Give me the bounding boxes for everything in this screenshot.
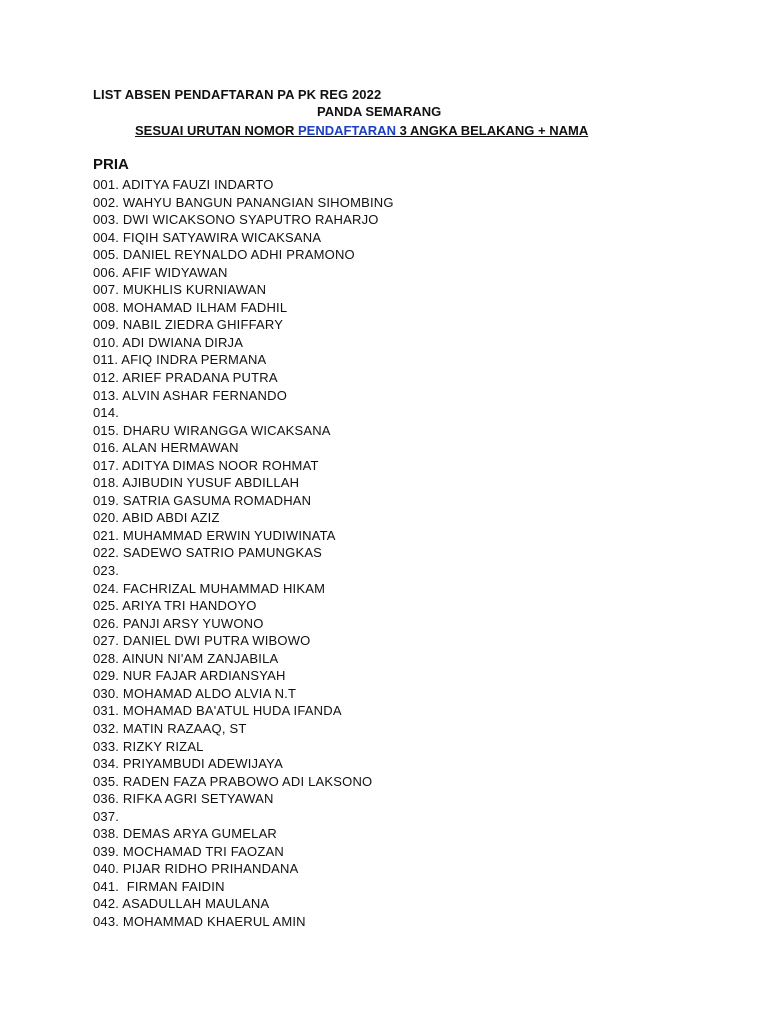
list-item: 035. RADEN FAZA PRABOWO ADI LAKSONO	[93, 773, 373, 789]
list-item: 027. DANIEL DWI PUTRA WIBOWO	[93, 633, 311, 649]
list-item: 031. MOHAMAD BA'ATUL HUDA IFANDA	[93, 703, 342, 719]
list-item: 034. PRIYAMBUDI ADEWIJAYA	[93, 756, 283, 772]
list-item: 029. NUR FAJAR ARDIANSYAH	[93, 668, 286, 684]
instruction-prefix: SESUAI URUTAN NOMOR	[135, 123, 298, 138]
list-item: 002. WAHYU BANGUN PANANGIAN SIHOMBING	[93, 194, 394, 210]
list-item: 024. FACHRIZAL MUHAMMAD HIKAM	[93, 580, 326, 596]
list-item: 008. MOHAMAD ILHAM FADHIL	[93, 299, 288, 315]
instruction-suffix: 3 ANGKA BELAKANG + NAMA	[395, 123, 589, 138]
list-item: 028. AINUN NI'AM ZANJABILA	[93, 650, 279, 666]
list-item: 016. ALAN HERMAWAN	[93, 440, 239, 456]
list-item: 025. ARIYA TRI HANDOYO	[93, 598, 257, 614]
list-item: 005. DANIEL REYNALDO ADHI PRAMONO	[93, 247, 355, 263]
list-item: 009. NABIL ZIEDRA GHIFFARY	[93, 317, 284, 333]
list-item: 039. MOCHAMAD TRI FAOZAN	[93, 843, 284, 859]
list-item: 040. PIJAR RIDHO PRIHANDANA	[93, 861, 299, 877]
list-item: 011. AFIQ INDRA PERMANA	[93, 352, 267, 368]
section-heading: PRIA	[93, 156, 129, 173]
list-item: 021. MUHAMMAD ERWIN YUDIWINATA	[93, 527, 336, 543]
list-item: 020. ABID ABDI AZIZ	[93, 510, 220, 526]
list-item: 015. DHARU WIRANGGA WICAKSANA	[93, 422, 331, 438]
list-item: 037.	[93, 808, 120, 824]
document-subtitle: PANDA SEMARANG	[317, 104, 442, 119]
list-item: 014.	[93, 405, 120, 421]
list-item: 023.	[93, 563, 120, 579]
list-item: 017. ADITYA DIMAS NOOR ROHMAT	[93, 457, 319, 473]
list-item: 012. ARIEF PRADANA PUTRA	[93, 370, 278, 386]
list-item: 018. AJIBUDIN YUSUF ABDILLAH	[93, 475, 300, 491]
list-item: 041. FIRMAN FAIDIN	[93, 878, 225, 894]
list-item: 022. SADEWO SATRIO PAMUNGKAS	[93, 545, 323, 561]
entry-list	[93, 176, 394, 931]
list-item: 042. ASADULLAH MAULANA	[93, 896, 270, 912]
list-item: 038. DEMAS ARYA GUMELAR	[93, 826, 278, 842]
list-item: 033. RIZKY RIZAL	[93, 738, 204, 754]
list-item: 006. AFIF WIDYAWAN	[93, 264, 228, 280]
document-instruction	[135, 123, 588, 138]
list-item: 003. DWI WICAKSONO SYAPUTRO RAHARJO	[93, 212, 379, 228]
list-item: 032. MATIN RAZAAQ, ST	[93, 720, 247, 736]
list-item: 019. SATRIA GASUMA ROMADHAN	[93, 492, 312, 508]
document-title: LIST ABSEN PENDAFTARAN PA PK REG 2022	[93, 87, 382, 102]
list-item: 030. MOHAMAD ALDO ALVIA N.T	[93, 685, 297, 701]
instruction-link[interactable]: PENDAFTARAN	[297, 123, 396, 138]
list-item: 013. ALVIN ASHAR FERNANDO	[93, 387, 288, 403]
list-item: 001. ADITYA FAUZI INDARTO	[93, 177, 274, 192]
list-item: 036. RIFKA AGRI SETYAWAN	[93, 791, 274, 807]
list-item: 007. MUKHLIS KURNIAWAN	[93, 282, 267, 298]
list-item: 004. FIQIH SATYAWIRA WICAKSANA	[93, 229, 322, 245]
list-item: 010. ADI DWIANA DIRJA	[93, 334, 244, 350]
list-item: 043. MOHAMMAD KHAERUL AMIN	[93, 913, 306, 929]
list-item: 026. PANJI ARSY YUWONO	[93, 615, 264, 631]
